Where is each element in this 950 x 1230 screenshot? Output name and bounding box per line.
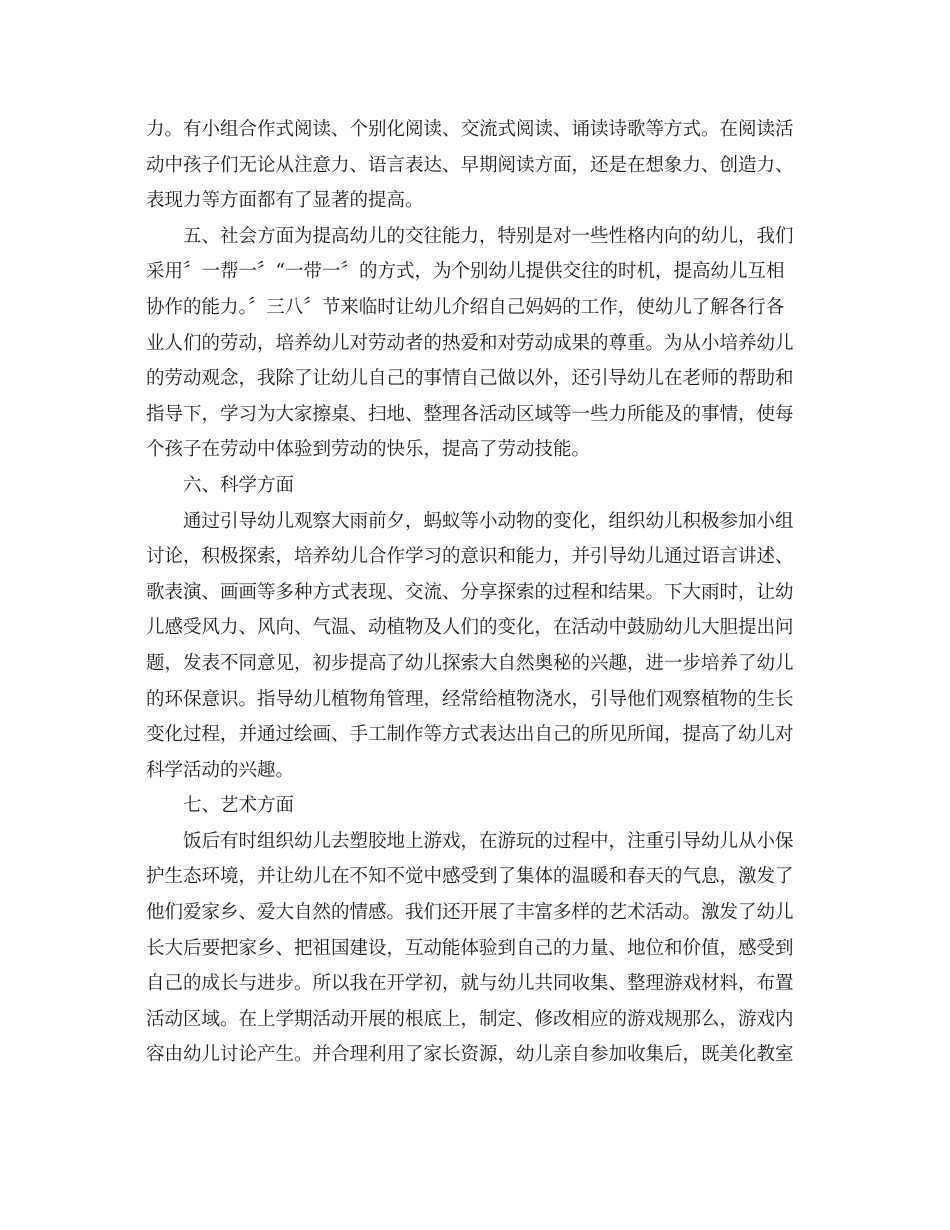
text-line: 采用〞一帮一〞“一带一〞的方式，为个别幼儿提供交往的时机，提高幼儿互相 [146, 261, 785, 283]
text-line: 业人们的劳动，培养幼儿对劳动者的热爱和对劳动成果的尊重。为从小培养幼儿 [146, 332, 794, 354]
text-line: 科学活动的兴趣。 [146, 759, 295, 781]
text-line: 的环保意识。指导幼儿植物角管理，经常给植物浇水，引导他们观察植物的生长 [146, 688, 794, 710]
text-line: 儿感受风力、风向、气温、动植物及人们的变化，在活动中鼓励幼儿大胆提出问 [146, 617, 794, 639]
text-line: 活动区域。在上学期活动开展的根底上，制定、修改相应的游戏规那么，游戏内 [146, 1008, 794, 1030]
text-line: 变化过程，并通过绘画、手工制作等方式表达出自己的所见所闻，提高了幼儿对 [146, 724, 794, 746]
text-line: 的劳动观念，我除了让幼儿自己的事情自己做以外，还引导幼儿在老师的帮助和 [146, 368, 794, 390]
text-line: 动中孩子们无论从注意力、语言表达、早期阅读方面，还是在想象力、创造力、 [146, 154, 794, 176]
section-six-heading: 六、科学方面 [183, 474, 295, 496]
text-line: 表现力等方面都有了显著的提高。 [146, 190, 424, 212]
paragraph-first-line: 通过引导幼儿观察大雨前夕，蚂蚁等小动物的变化，组织幼儿积极参加小组 [183, 510, 794, 532]
section-seven-heading: 七、艺术方面 [183, 795, 295, 817]
paragraph-first-line: 饭后有时组织幼儿去塑胶地上游戏，在游玩的过程中，注重引导幼儿从小保 [183, 830, 794, 852]
text-line: 自己的成长与进步。所以我在开学初，就与幼儿共同收集、整理游戏材料，布置 [146, 973, 794, 995]
text-line: 他们爱家乡、爱大自然的情感。我们还开展了丰富多样的艺术活动。激发了幼儿 [146, 902, 794, 924]
section-five-heading-line: 五、社会方面为提高幼儿的交往能力，特别是对一些性格内向的幼儿，我们 [183, 225, 794, 247]
text-line: 护生态环境，并让幼儿在不知不觉中感受到了集体的温暖和春天的气息，激发了 [146, 866, 794, 888]
text-line: 歌表演、画画等多种方式表现、交流、分享探索的过程和结果。下大雨时，让幼 [146, 581, 794, 603]
text-line: 指导下，学习为大家擦桌、扫地、整理各活动区域等一些力所能及的事情，使每 [146, 403, 794, 425]
text-line: 协作的能力。〞三八〞节来临时让幼儿介绍自己妈妈的工作，使幼儿了解各行各 [146, 296, 785, 318]
text-line: 长大后要把家乡、把祖国建设，互动能体验到自己的力量、地位和价值，感受到 [146, 937, 794, 959]
text-line: 讨论，积极探索，培养幼儿合作学习的意识和能力，并引导幼儿通过语言讲述、 [146, 546, 794, 568]
text-line: 力。有小组合作式阅读、个别化阅读、交流式阅读、诵读诗歌等方式。在阅读活 [146, 119, 794, 140]
document-body [146, 112, 806, 1073]
text-line: 个孩子在劳动中体验到劳动的快乐，提高了劳动技能。 [146, 439, 591, 461]
text-line: 容由幼儿讨论产生。并合理利用了家长资源，幼儿亲自参加收集后，既美化教室 [146, 1044, 794, 1066]
text-line: 题，发表不同意见，初步提高了幼儿探索大自然奥秘的兴趣，进一步培养了幼儿 [146, 652, 794, 674]
